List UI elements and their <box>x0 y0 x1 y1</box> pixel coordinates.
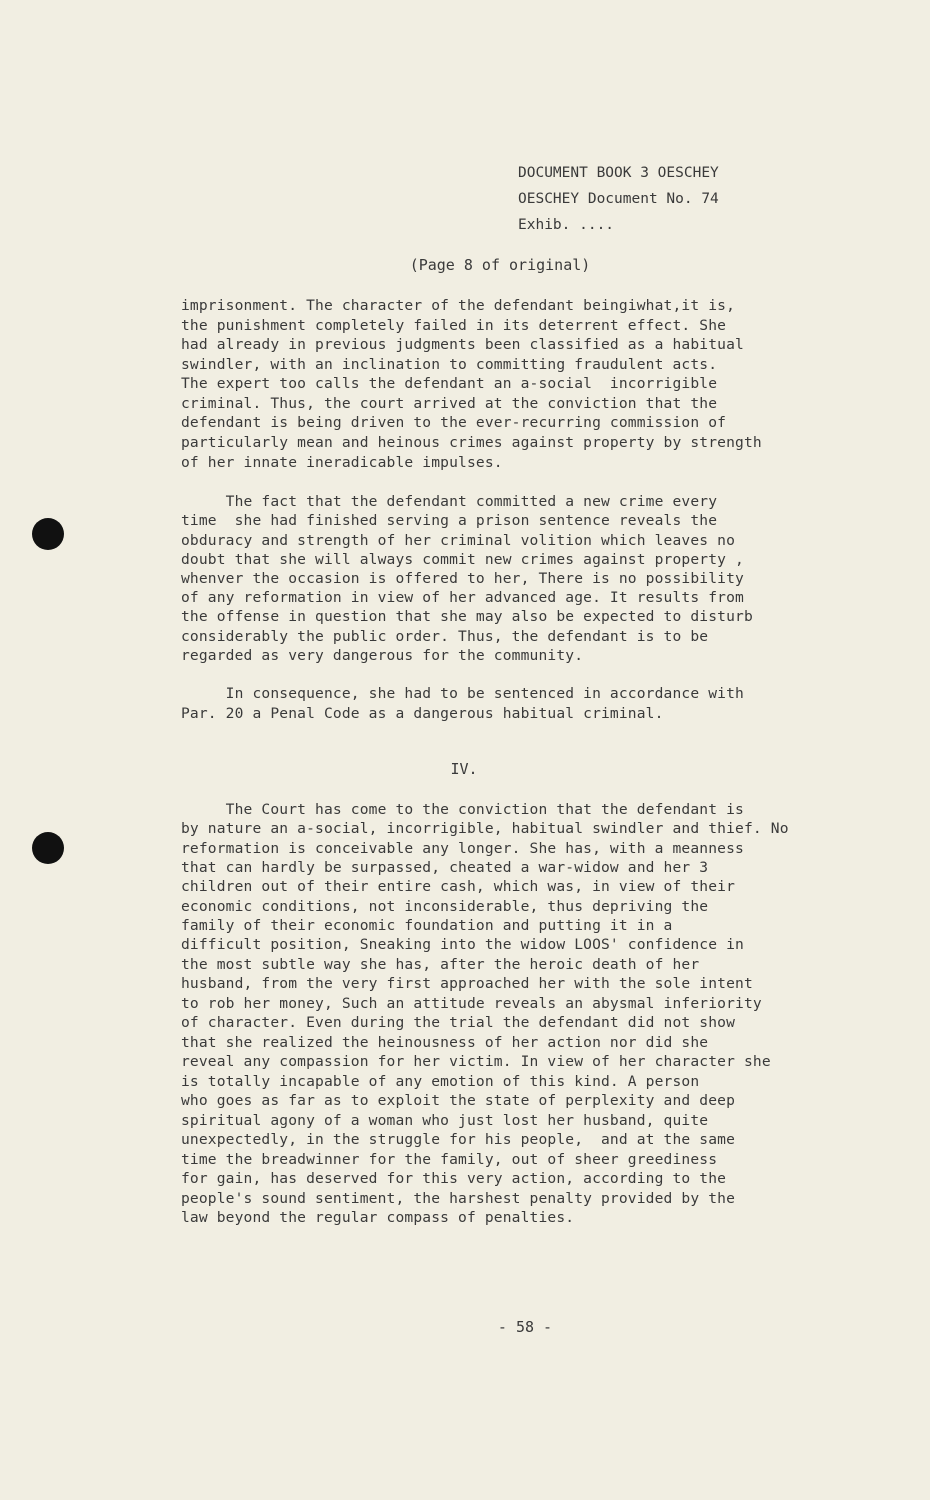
text-line: family of their economic foundation and putting it in a <box>181 917 673 934</box>
text-line: who goes as far as to exploit the state of perplexity and deep <box>181 1092 736 1109</box>
text-line: whenver the occasion is offered to her, There is no possibility <box>181 570 744 587</box>
text-line: the punishment completely failed in its deterrent effect. She <box>181 317 727 334</box>
document-header <box>518 160 719 238</box>
page-number: - 58 - <box>497 1318 553 1336</box>
text-line: time she had finished serving a prison sentence reveals the <box>181 512 718 529</box>
text-line: law beyond the regular compass of penalties. <box>181 1209 575 1226</box>
text-line: husband, from the very first approached her with the sole intent <box>181 975 753 992</box>
text-line: doubt that she will always commit new crimes against property , <box>181 551 744 568</box>
text-line: considerably the public order. Thus, the defendant is to be <box>181 628 709 645</box>
text-line: children out of their entire cash, which was, in view of their <box>181 878 736 895</box>
text-line: The Court has come to the conviction that the defendant is <box>181 801 744 818</box>
header-exhibit-line: Exhib. .... <box>518 217 615 233</box>
header-book-line: DOCUMENT BOOK 3 OESCHEY <box>518 165 719 181</box>
header-document-line: OESCHEY Document No. 74 <box>518 191 719 207</box>
text-line: by nature an a-social, incorrigible, habitual swindler and thief. No <box>181 820 789 837</box>
text-line: had already in previous judgments been classified as a habitual <box>181 336 744 353</box>
text-line: for gain, has deserved for this very action, according to the <box>181 1170 727 1187</box>
text-line: is totally incapable of any emotion of this kind. A person <box>181 1073 700 1090</box>
text-line: people's sound sentiment, the harshest penalty provided by the <box>181 1190 736 1207</box>
text-line: In consequence, she had to be sentenced in accordance with <box>181 685 744 702</box>
text-line: of character. Even during the trial the defendant did not show <box>181 1014 736 1031</box>
text-line: Par. 20 a Penal Code as a dangerous habitual criminal. <box>181 705 664 722</box>
text-line: reformation is conceivable any longer. She has, with a meanness <box>181 840 744 857</box>
text-line: time the breadwinner for the family, out of sheer greediness <box>181 1151 718 1168</box>
text-line: criminal. Thus, the court arrived at the conviction that the <box>181 395 718 412</box>
text-line: the offense in question that she may also be expected to disturb <box>181 608 753 625</box>
original-page-reference: (Page 8 of original) <box>409 256 591 274</box>
text-line: spiritual agony of a woman who just lost her husband, quite <box>181 1112 709 1129</box>
text-line: swindler, with an inclination to committing fraudulent acts. <box>181 356 718 373</box>
text-line: obduracy and strength of her criminal volition which leaves no <box>181 532 736 549</box>
text-line: of her innate ineradicable impulses. <box>181 454 503 471</box>
text-line: The fact that the defendant committed a new crime every <box>181 493 718 510</box>
text-line: particularly mean and heinous crimes against property by strength <box>181 434 762 451</box>
text-line: imprisonment. The character of the defendant beingiwhat,it is, <box>181 297 736 314</box>
text-line: reveal any compassion for her victim. In view of her character she <box>181 1053 771 1070</box>
section-number: IV. <box>450 760 478 778</box>
text-line: regarded as very dangerous for the community. <box>181 647 584 664</box>
text-line: defendant is being driven to the ever-recurring commission of <box>181 414 727 431</box>
text-line: economic conditions, not inconsiderable, thus depriving the <box>181 898 709 915</box>
text-line: the most subtle way she has, after the heroic death of her <box>181 956 700 973</box>
text-line: unexpectedly, in the struggle for his people, and at the same <box>181 1131 736 1148</box>
text-line: that she realized the heinousness of her action nor did she <box>181 1034 709 1051</box>
punch-hole <box>32 832 64 864</box>
text-line: to rob her money, Such an attitude reveals an abysmal inferiority <box>181 995 762 1012</box>
text-line: The expert too calls the defendant an a-social incorrigible <box>181 375 718 392</box>
text-line: of any reformation in view of her advanced age. It results from <box>181 589 744 606</box>
punch-hole <box>32 518 64 550</box>
text-line: that can hardly be surpassed, cheated a war-widow and her 3 <box>181 859 709 876</box>
text-line: difficult position, Sneaking into the widow LOOS' confidence in <box>181 936 744 953</box>
